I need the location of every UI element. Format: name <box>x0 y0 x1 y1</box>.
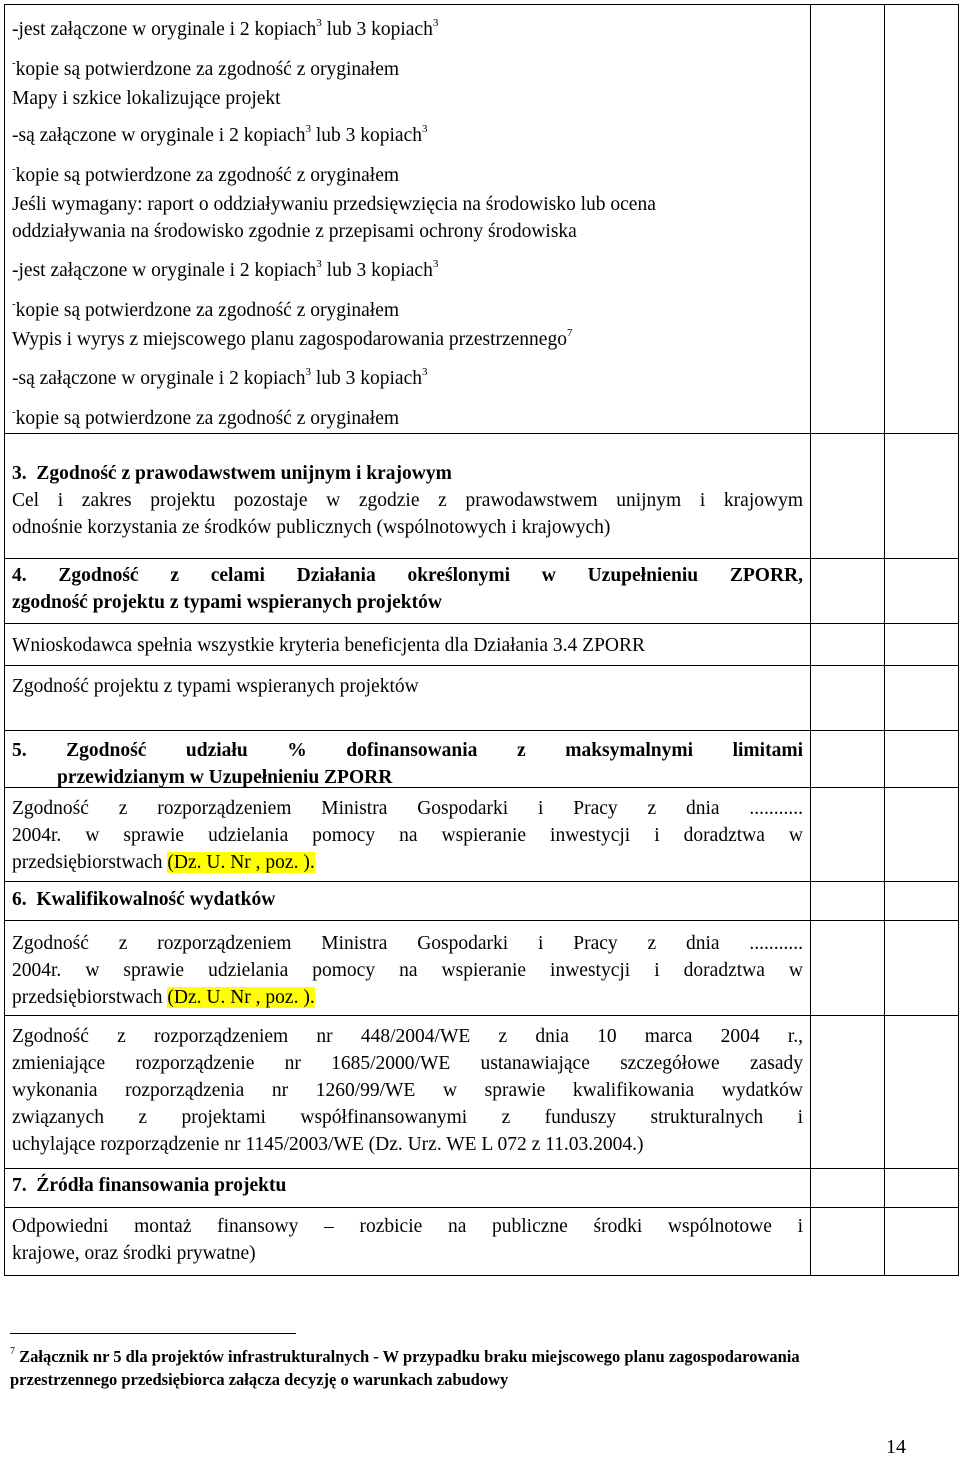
section7-text-line-2: krajowe, oraz środki prywatne) <box>12 1243 256 1264</box>
section6-heading-cell <box>5 882 811 921</box>
attach-line-11: -są załączone w oryginale i 2 kopiach$^3$ lub 3 kopiach$^3$ <box>12 366 428 389</box>
notes-cell[interactable] <box>885 731 959 788</box>
page-number: 14 <box>886 1436 906 1458</box>
attach-line-8: -jest załączone w oryginale i 2 kopiach$^3$ lub 3 kopiach$^3$ <box>12 258 439 281</box>
section7-text-cell <box>5 1208 811 1276</box>
section6-text1-line-3: przedsiębiorstwach (Dz. U. Nr , poz. ). <box>12 987 315 1008</box>
notes-cell[interactable] <box>885 1169 959 1208</box>
section6-text2-cell <box>5 1016 811 1169</box>
section6-text2-line-2: zmieniające rozporządzenie nr 1685/2000/WE ustanawiające szczegółowe zasady <box>12 1053 803 1074</box>
notes-cell[interactable] <box>885 1208 959 1276</box>
section6-text2-line-3: wykonania rozporządzenia nr 1260/99/WE w sprawie kwalifikowania wydatków <box>12 1080 803 1101</box>
section6-text1-line-2: 2004r. w sprawie udzielania pomocy na wspieranie inwestycji i doradztwa w <box>12 960 803 981</box>
section3-heading: 3. Zgodność z prawodawstwem unijnym i krajowym <box>12 463 452 484</box>
answer-cell[interactable] <box>811 624 885 666</box>
footnote <box>10 1345 830 1391</box>
attach-line-7: oddziaływania na środowisko zgodnie z przepisami ochrony środowiska <box>12 221 577 242</box>
section6-text2-line-5: uchylające rozporządzenie nr 1145/2003/WE (Dz. Urz. WE L 072 z 11.03.2004.) <box>12 1134 644 1155</box>
notes-cell[interactable] <box>885 5 959 434</box>
section4-heading-line-1: 4. Zgodność z celami Działania określonymi w Uzupełnieniu ZPORR, <box>12 565 803 586</box>
section5-text-line-1: Zgodność z rozporządzeniem Ministra Gospodarki i Pracy z dnia ........... <box>12 798 803 819</box>
section5-heading-line-1: 5. Zgodność udziału % dofinansowania z maksymalnymi limitami <box>12 740 803 761</box>
attach-line-4: -są załączone w oryginale i 2 kopiach$^3$ lub 3 kopiach$^3$ <box>12 123 428 146</box>
attach-line-6: Jeśli wymagany: raport o oddziaływaniu przedsięwzięcia na środowisko lub ocena <box>12 194 656 215</box>
notes-cell[interactable] <box>885 1016 959 1169</box>
notes-cell[interactable] <box>885 624 959 666</box>
section4-heading-line-2: zgodność projektu z typami wspieranych projektów <box>12 592 442 613</box>
section5-heading-cell <box>5 731 811 788</box>
attach-line-2: -kopie są potwierdzone za zgodność z oryginałem <box>12 57 400 80</box>
attach-line-9: -kopie są potwierdzone za zgodność z oryginałem <box>12 298 400 321</box>
section6-text2-line-1: Zgodność z rozporządzeniem nr 448/2004/WE z dnia 10 marca 2004 r., <box>12 1026 803 1047</box>
section7-heading: 7. Źródła finansowania projektu <box>12 1175 287 1196</box>
section5-heading-line-2: przewidzianym w Uzupełnieniu ZPORR <box>57 767 393 788</box>
section3-cell <box>5 434 811 559</box>
answer-cell[interactable] <box>811 5 885 434</box>
notes-cell[interactable] <box>885 921 959 1016</box>
answer-cell[interactable] <box>811 1169 885 1208</box>
section5-text-line-3: przedsiębiorstwach (Dz. U. Nr , poz. ). <box>12 852 315 873</box>
citation-highlight: (Dz. U. Nr , poz. ). <box>167 852 315 873</box>
attach-line-5: -kopie są potwierdzone za zgodność z oryginałem <box>12 163 400 186</box>
notes-cell[interactable] <box>885 882 959 921</box>
answer-cell[interactable] <box>811 731 885 788</box>
section5-text-cell <box>5 788 811 882</box>
attach-line-1: -jest załączone w oryginale i 2 kopiach$^3$ lub 3 kopiach$^3$ <box>12 17 439 40</box>
section3-text-line-1: Cel i zakres projektu pozostaje w zgodzie z prawodawstwem unijnym i krajowym <box>12 490 803 511</box>
answer-cell[interactable] <box>811 882 885 921</box>
section6-text1-line-1: Zgodność z rozporządzeniem Ministra Gospodarki i Pracy z dnia ........... <box>12 933 803 954</box>
attachments-cell <box>5 5 811 434</box>
answer-cell[interactable] <box>811 788 885 882</box>
section4-heading-cell <box>5 559 811 624</box>
notes-cell[interactable] <box>885 559 959 624</box>
section4-item1-cell <box>5 624 811 666</box>
attach-line-12: -kopie są potwierdzone za zgodność z oryginałem <box>12 406 400 429</box>
section6-heading: 6. Kwalifikowalność wydatków <box>12 889 276 910</box>
evaluation-table <box>4 4 959 1276</box>
answer-cell[interactable] <box>811 559 885 624</box>
footnote-text: Załącznik nr 5 dla projektów infrastrukturalnych - W przypadku braku miejscowego planu zagospodarowania przestrzennego przedsiębiorca załącza decyzję o warunkach zabudowy <box>10 1347 800 1389</box>
section4-item2-cell <box>5 666 811 731</box>
footnote-mark: 7 <box>10 1346 15 1357</box>
section6-text2-line-4: związanych z projektami współfinansowanymi z funduszy strukturalnych i <box>12 1107 803 1128</box>
section4-item-1: Wnioskodawca spełnia wszystkie kryteria beneficjenta dla Działania 3.4 ZPORR <box>12 635 646 656</box>
section5-text-line-2: 2004r. w sprawie udzielania pomocy na wspieranie inwestycji i doradztwa w <box>12 825 803 846</box>
answer-cell[interactable] <box>811 921 885 1016</box>
answer-cell[interactable] <box>811 1016 885 1169</box>
citation-highlight: (Dz. U. Nr , poz. ). <box>167 987 315 1008</box>
section3-text-line-2: odnośnie korzystania ze środków publicznych (wspólnotowych i krajowych) <box>12 517 611 538</box>
notes-cell[interactable] <box>885 666 959 731</box>
attach-line-3: Mapy i szkice lokalizujące projekt <box>12 88 281 109</box>
attach-line-10: Wypis i wyrys z miejscowego planu zagospodarowania przestrzennego$^7$ <box>12 327 573 350</box>
section6-text1-cell <box>5 921 811 1016</box>
section7-text-line-1: Odpowiedni montaż finansowy – rozbicie na publiczne środki wspólnotowe i <box>12 1216 803 1237</box>
answer-cell[interactable] <box>811 434 885 559</box>
section4-item-2: Zgodność projektu z typami wspieranych projektów <box>12 676 419 697</box>
answer-cell[interactable] <box>811 1208 885 1276</box>
answer-cell[interactable] <box>811 666 885 731</box>
notes-cell[interactable] <box>885 788 959 882</box>
footnote-separator <box>10 1333 296 1334</box>
section7-heading-cell <box>5 1169 811 1208</box>
notes-cell[interactable] <box>885 434 959 559</box>
